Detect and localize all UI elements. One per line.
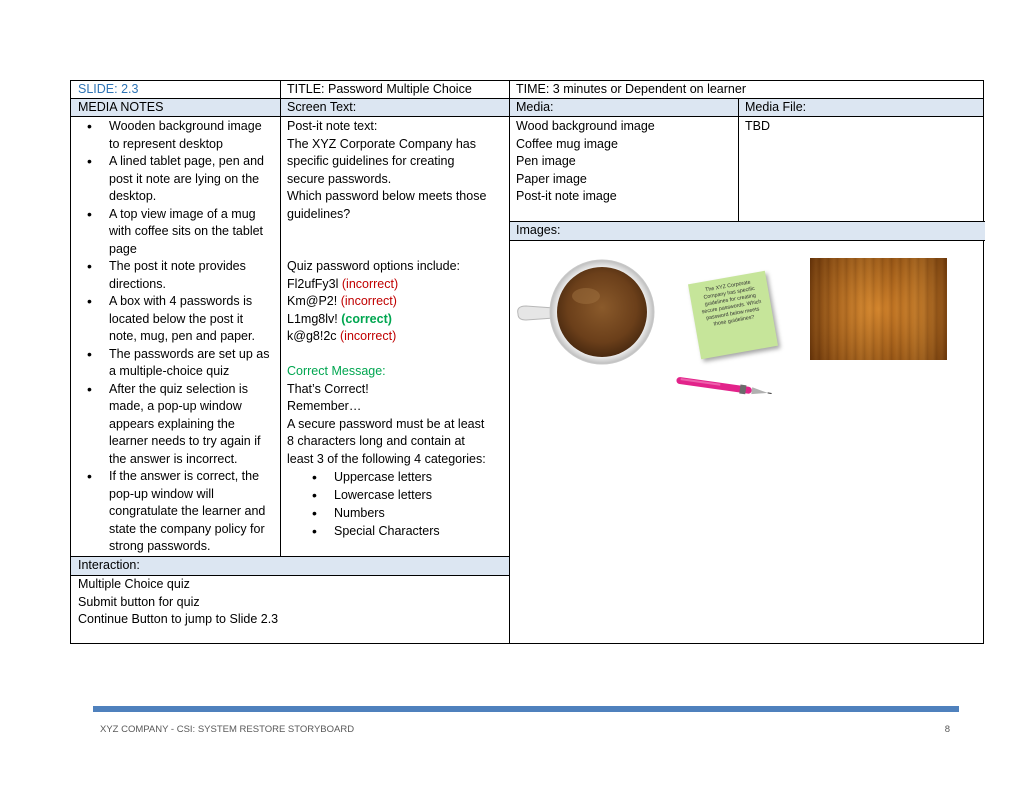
images-label: Images: — [516, 223, 561, 237]
password-option — [287, 328, 502, 346]
pen-image — [670, 372, 775, 402]
images-area — [510, 242, 984, 392]
slide-number: SLIDE: 2.3 — [78, 82, 139, 96]
postit-text-line: specific guidelines for creating — [287, 154, 455, 168]
password-option — [287, 293, 502, 311]
wood-background-image — [810, 258, 947, 360]
category-item: • Uppercase letters — [334, 468, 502, 486]
correct-message-line: That’s Correct! — [287, 381, 369, 396]
interaction-item: Continue Button to jump to Slide 2.3 — [78, 612, 279, 626]
media-note-item: • A lined tablet page, pen and post it note are lying on the desktop. — [109, 153, 274, 206]
interaction-item: Submit button for quiz — [78, 594, 200, 609]
media-list — [516, 118, 731, 206]
media-cell — [509, 118, 738, 206]
screen-text-header: Screen Text: — [287, 100, 357, 114]
postit-text-line: secure passwords. — [287, 171, 392, 186]
password-result: (correct) — [341, 311, 392, 326]
password-value: L1mg8lv! — [287, 311, 342, 326]
media-note-item: • Wooden background image to represent desktop — [109, 118, 274, 153]
correct-message-heading: Correct Message: — [287, 364, 386, 378]
options-heading: Quiz password options include: — [287, 259, 461, 273]
postit-image-text: The XYZ Corporate Company has specific guidelines for creating secure passwords. Which password below meets those guidelines? — [701, 279, 762, 328]
postit-text-line: Which password below meets those — [287, 189, 487, 203]
storyboard-table — [70, 80, 984, 644]
password-result: (incorrect) — [340, 294, 397, 308]
screen-text-cell — [280, 118, 509, 540]
postit-heading: Post-it note text: — [287, 119, 378, 133]
category-item: • Lowercase letters — [334, 486, 502, 504]
correct-message-line: 8 characters long and contain at — [287, 434, 465, 448]
media-note-item: • After the quiz selection is made, a pop-up window appears explaining the learner needs to try again if the answer is incorrect. — [109, 381, 274, 469]
coffee-mug-image — [514, 256, 664, 366]
category-item: • Numbers — [334, 504, 502, 522]
postit-text-line: guidelines? — [287, 206, 351, 221]
column-header-row — [71, 98, 983, 117]
interaction-label: Interaction: — [78, 558, 140, 572]
postit-text-line: The XYZ Corporate Company has — [287, 136, 476, 151]
footer-text: XYZ COMPANY - CSI: SYSTEM RESTORE STORYBOARD — [100, 724, 355, 735]
interaction-list — [78, 576, 502, 629]
media-note-item: • If the answer is correct, the pop-up window will congratulate the learner and state the company policy for strong passwords. — [109, 468, 274, 556]
postit-note-image — [688, 271, 778, 359]
media-file-cell — [738, 118, 985, 136]
media-note-item: • A top view image of a mug with coffee sits on the tablet page — [109, 206, 274, 259]
media-notes-header: MEDIA NOTES — [78, 100, 164, 114]
media-item: Wood background image — [516, 119, 655, 133]
correct-message-text — [287, 381, 502, 469]
correct-message-line: Remember… — [287, 399, 362, 413]
interaction-cell — [71, 576, 509, 629]
media-note-item: • The passwords are set up as a multiple-choice quiz — [109, 346, 274, 381]
interaction-item: Multiple Choice quiz — [78, 577, 190, 591]
postit-text — [287, 136, 502, 224]
images-header-row — [509, 221, 985, 241]
interaction-header-row — [71, 556, 509, 576]
media-note-item: • The post it note provides directions. — [109, 258, 274, 293]
correct-message-line: least 3 of the following 4 categories: — [287, 451, 486, 466]
password-value: Fl2ufFy3l — [287, 276, 342, 291]
media-notes-cell — [71, 118, 280, 556]
category-list — [287, 468, 502, 540]
media-file-value: TBD — [745, 119, 770, 133]
category-item: • Special Characters — [334, 522, 502, 540]
password-value: Km@P2! — [287, 294, 341, 308]
media-item: Pen image — [516, 154, 576, 168]
media-item: Coffee mug image — [516, 136, 618, 151]
media-file-header: Media File: — [745, 100, 807, 114]
slide-title: TITLE: Password Multiple Choice — [287, 82, 472, 96]
password-value: k@g8!2c — [287, 329, 340, 343]
password-option — [287, 276, 502, 294]
password-option — [287, 311, 502, 329]
password-options — [287, 276, 502, 346]
page-number: 8 — [944, 724, 950, 735]
media-header: Media: — [516, 100, 554, 114]
media-note-item: • A box with 4 passwords is located below the post it note, mug, pen and paper. — [109, 293, 274, 346]
media-item: Paper image — [516, 171, 587, 186]
slide-time: TIME: 3 minutes or Dependent on learner — [516, 82, 746, 96]
correct-message-line: A secure password must be at least — [287, 416, 485, 431]
media-item: Post-it note image — [516, 189, 617, 203]
footer-bar — [93, 706, 959, 712]
media-notes-list — [79, 118, 274, 556]
password-result: (incorrect) — [340, 329, 397, 343]
password-result: (incorrect) — [341, 276, 399, 291]
